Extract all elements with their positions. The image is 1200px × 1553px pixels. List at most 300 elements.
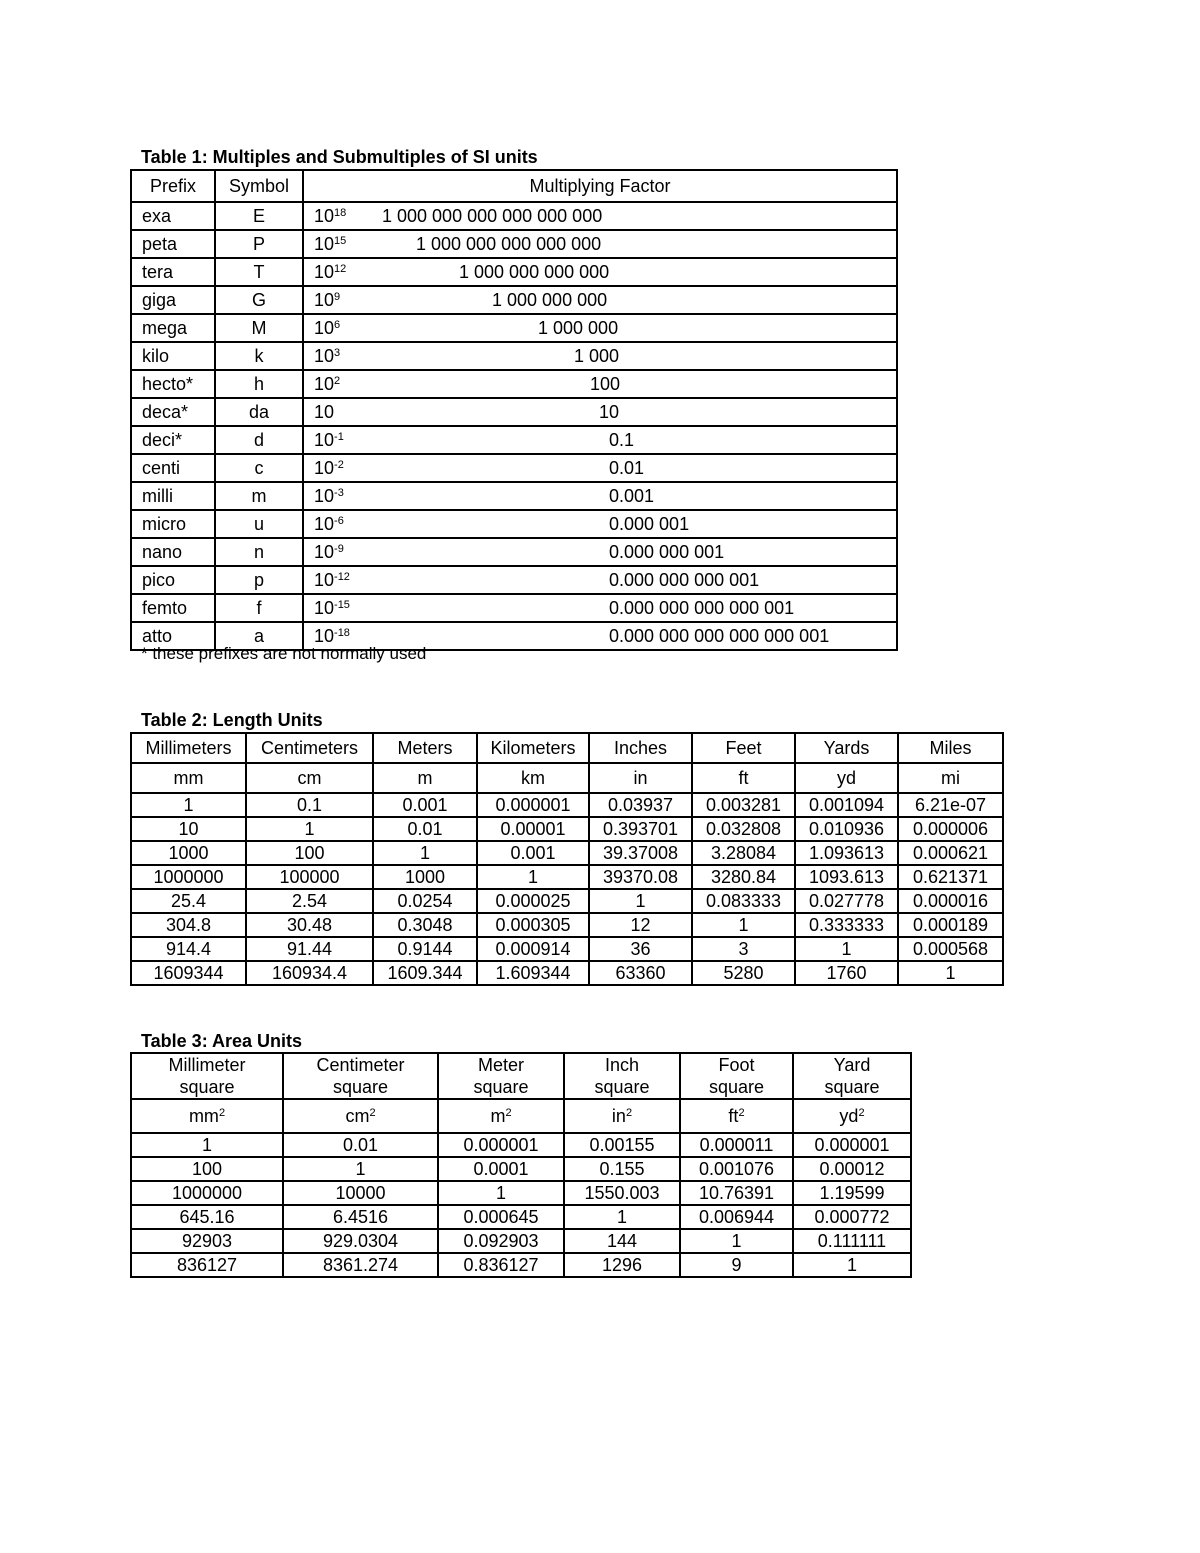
value-cell: 0.001: [373, 793, 477, 817]
decimal-value: 0.1: [609, 430, 635, 450]
factor-cell: [303, 482, 897, 510]
value-cell: 645.16: [131, 1205, 283, 1229]
value-cell: 0.621371: [898, 865, 1003, 889]
value-cell: 0.155: [564, 1157, 680, 1181]
prefix-cell: micro: [131, 510, 215, 538]
prefix-cell: pico: [131, 566, 215, 594]
table-row: [131, 482, 897, 510]
table-row: [131, 594, 897, 622]
header-line: Foot: [718, 1055, 755, 1075]
symbol-cell: E: [215, 202, 303, 230]
value-cell: 1093.613: [795, 865, 898, 889]
power-exponent: 18: [334, 207, 347, 219]
power-of-ten: [314, 231, 346, 257]
factor-cell: [303, 370, 897, 398]
unit-exponent: 2: [218, 1107, 226, 1119]
power-base: 10: [314, 430, 335, 450]
power-of-ten: [314, 371, 340, 397]
decimal-value: 1 000: [574, 346, 620, 366]
unit-cell: ft: [692, 763, 795, 793]
value-cell: 100000: [246, 865, 373, 889]
value-cell: 1760: [795, 961, 898, 985]
power-exponent: -6: [334, 515, 344, 527]
symbol-cell: d: [215, 426, 303, 454]
value-cell: 914.4: [131, 937, 246, 961]
power-exponent: 12: [334, 263, 347, 275]
symbol-cell: f: [215, 594, 303, 622]
value-cell: 0.9144: [373, 937, 477, 961]
value-cell: 3.28084: [692, 841, 795, 865]
decimal-value: 0.000 000 001: [609, 542, 725, 562]
value-cell: 1.609344: [477, 961, 589, 985]
power-of-ten: [314, 567, 350, 593]
power-of-ten: [314, 483, 344, 509]
value-cell: 0.001076: [680, 1157, 793, 1181]
unit-cell: mi: [898, 763, 1003, 793]
value-cell: 0.01: [283, 1133, 438, 1157]
table-row: [131, 865, 1003, 889]
unit-row: [131, 1099, 911, 1133]
decimal-value: 10: [599, 402, 620, 422]
value-cell: 1: [477, 865, 589, 889]
column-header: [680, 1053, 793, 1099]
header-row: [131, 733, 1003, 763]
prefix-cell: milli: [131, 482, 215, 510]
unit-row: [131, 763, 1003, 793]
table-row: [131, 1205, 911, 1229]
power-base: 10: [314, 290, 335, 310]
value-cell: 3: [692, 937, 795, 961]
prefix-cell: atto: [131, 622, 215, 650]
column-header: [564, 1053, 680, 1099]
factor-cell: [303, 202, 897, 230]
value-cell: 160934.4: [246, 961, 373, 985]
table-row: [131, 202, 897, 230]
symbol-cell: a: [215, 622, 303, 650]
power-of-ten: [314, 539, 344, 565]
power-of-ten: [314, 343, 340, 369]
power-of-ten: [314, 427, 344, 453]
unit-base: yd: [839, 1106, 859, 1126]
factor-cell: [303, 510, 897, 538]
prefix-cell: peta: [131, 230, 215, 258]
value-cell: 1000000: [131, 1181, 283, 1205]
header-prefix: Prefix: [131, 170, 215, 202]
value-cell: 3280.84: [692, 865, 795, 889]
prefix-cell: giga: [131, 286, 215, 314]
value-cell: 100: [131, 1157, 283, 1181]
column-header: Inches: [589, 733, 692, 763]
value-cell: 0.000189: [898, 913, 1003, 937]
power-exponent: -9: [334, 543, 344, 555]
value-cell: 1609.344: [373, 961, 477, 985]
value-cell: 1: [793, 1253, 911, 1277]
value-cell: 30.48: [246, 913, 373, 937]
symbol-cell: m: [215, 482, 303, 510]
value-cell: 10000: [283, 1181, 438, 1205]
value-cell: 1: [564, 1205, 680, 1229]
length-units-table: [130, 732, 1004, 986]
prefix-cell: nano: [131, 538, 215, 566]
value-cell: 1: [589, 889, 692, 913]
unit-cell: mm: [131, 763, 246, 793]
symbol-cell: G: [215, 286, 303, 314]
power-base: 10: [314, 514, 335, 534]
power-base: 10: [314, 346, 335, 366]
value-cell: 0.000001: [477, 793, 589, 817]
value-cell: 0.393701: [589, 817, 692, 841]
value-cell: 1000000: [131, 865, 246, 889]
table-row: [131, 426, 897, 454]
value-cell: 836127: [131, 1253, 283, 1277]
power-base: 10: [314, 206, 335, 226]
symbol-cell: p: [215, 566, 303, 594]
table-row: [131, 454, 897, 482]
header-line: square: [473, 1077, 529, 1097]
decimal-value: 0.000 000 000 000 001: [609, 598, 795, 618]
unit-exponent: 2: [858, 1107, 865, 1119]
value-cell: 0.000006: [898, 817, 1003, 841]
value-cell: 0.006944: [680, 1205, 793, 1229]
value-cell: 39.37008: [589, 841, 692, 865]
unit-base: mm: [188, 1106, 219, 1126]
decimal-value: 1 000 000 000 000 000: [416, 234, 602, 254]
value-cell: 0.0254: [373, 889, 477, 913]
header-symbol: Symbol: [215, 170, 303, 202]
value-cell: 0.00001: [477, 817, 589, 841]
unit-base: ft: [728, 1106, 739, 1126]
value-cell: 0.001094: [795, 793, 898, 817]
power-base: 10: [314, 318, 335, 338]
table1-footnote: * these prefixes are not normally used: [141, 644, 427, 663]
power-base: 10: [314, 570, 335, 590]
value-cell: 0.000621: [898, 841, 1003, 865]
decimal-value: 0.01: [609, 458, 645, 478]
value-cell: 1296: [564, 1253, 680, 1277]
prefix-cell: exa: [131, 202, 215, 230]
power-base: 10: [314, 402, 335, 422]
prefix-cell: mega: [131, 314, 215, 342]
value-cell: 0.000645: [438, 1205, 564, 1229]
table-row: [131, 1157, 911, 1181]
value-cell: 0.00155: [564, 1133, 680, 1157]
prefix-cell: hecto*: [131, 370, 215, 398]
table-row: [131, 538, 897, 566]
unit-exponent: 2: [369, 1107, 376, 1119]
factor-cell: [303, 426, 897, 454]
header-line: square: [708, 1077, 765, 1097]
unit-base: m: [490, 1106, 506, 1126]
value-cell: 0.010936: [795, 817, 898, 841]
column-header: [438, 1053, 564, 1099]
table-row: [131, 258, 897, 286]
value-cell: 0.083333: [692, 889, 795, 913]
table-row: [131, 230, 897, 258]
power-exponent: -15: [334, 599, 350, 611]
power-of-ten: [314, 399, 334, 425]
value-cell: 144: [564, 1229, 680, 1253]
value-cell: 304.8: [131, 913, 246, 937]
symbol-cell: h: [215, 370, 303, 398]
value-cell: 1: [898, 961, 1003, 985]
unit-base: in: [611, 1106, 626, 1126]
value-cell: 0.003281: [692, 793, 795, 817]
value-cell: 0.01: [373, 817, 477, 841]
factor-cell: [303, 594, 897, 622]
decimal-value: 0.000 000 000 000 000 001: [609, 626, 830, 646]
value-cell: 9: [680, 1253, 793, 1277]
value-cell: 0.000001: [793, 1133, 911, 1157]
table-row: [131, 961, 1003, 985]
factor-cell: [303, 538, 897, 566]
value-cell: 1609344: [131, 961, 246, 985]
value-cell: 0.3048: [373, 913, 477, 937]
header-line: square: [824, 1077, 880, 1097]
unit-base: cm: [345, 1106, 370, 1126]
unit-exponent: 2: [625, 1107, 633, 1119]
value-cell: 0.836127: [438, 1253, 564, 1277]
header-line: Yard: [833, 1055, 871, 1075]
value-cell: 0.000914: [477, 937, 589, 961]
value-cell: 25.4: [131, 889, 246, 913]
value-cell: 92903: [131, 1229, 283, 1253]
prefix-cell: femto: [131, 594, 215, 622]
symbol-cell: k: [215, 342, 303, 370]
column-header: Kilometers: [477, 733, 589, 763]
table-row: [131, 817, 1003, 841]
power-of-ten: [314, 259, 346, 285]
header-row: [131, 1053, 911, 1099]
table-row: [131, 510, 897, 538]
value-cell: 2.54: [246, 889, 373, 913]
value-cell: 0.000772: [793, 1205, 911, 1229]
value-cell: 0.0001: [438, 1157, 564, 1181]
column-header: [131, 1053, 283, 1099]
power-base: 10: [314, 458, 335, 478]
value-cell: 36: [589, 937, 692, 961]
factor-cell: [303, 342, 897, 370]
header-line: Meter: [477, 1055, 524, 1075]
table-row: [131, 1181, 911, 1205]
power-base: 10: [314, 262, 335, 282]
value-cell: 0.027778: [795, 889, 898, 913]
prefix-cell: centi: [131, 454, 215, 482]
value-cell: 8361.274: [283, 1253, 438, 1277]
power-of-ten: [314, 595, 350, 621]
unit-exponent: 2: [738, 1107, 745, 1119]
table-row: [131, 314, 897, 342]
power-exponent: 6: [334, 319, 341, 331]
value-cell: 929.0304: [283, 1229, 438, 1253]
factor-cell: [303, 230, 897, 258]
unit-cell: yd: [795, 763, 898, 793]
value-cell: 1: [680, 1229, 793, 1253]
value-cell: 0.000001: [438, 1133, 564, 1157]
value-cell: 1.093613: [795, 841, 898, 865]
factor-cell: [303, 454, 897, 482]
value-cell: 1: [438, 1181, 564, 1205]
value-cell: 1: [131, 793, 246, 817]
value-cell: 0.333333: [795, 913, 898, 937]
header-line: square: [332, 1077, 389, 1097]
power-base: 10: [314, 598, 335, 618]
value-cell: 1550.003: [564, 1181, 680, 1205]
power-exponent: 9: [334, 291, 341, 303]
value-cell: 6.4516: [283, 1205, 438, 1229]
table1-title: Table 1: Multiples and Submultiples of SI units: [141, 147, 538, 167]
value-cell: 0.092903: [438, 1229, 564, 1253]
table-row: [131, 566, 897, 594]
value-cell: 1: [283, 1157, 438, 1181]
table-row: [131, 1253, 911, 1277]
value-cell: 63360: [589, 961, 692, 985]
value-cell: 12: [589, 913, 692, 937]
value-cell: 6.21e-07: [898, 793, 1003, 817]
table-row: [131, 937, 1003, 961]
value-cell: 0.000011: [680, 1133, 793, 1157]
value-cell: 100: [246, 841, 373, 865]
unit-cell: [131, 1099, 283, 1133]
column-header: Yards: [795, 733, 898, 763]
header-line: square: [179, 1077, 235, 1097]
value-cell: 39370.08: [589, 865, 692, 889]
value-cell: 0.03937: [589, 793, 692, 817]
unit-cell: [564, 1099, 680, 1133]
value-cell: 0.000568: [898, 937, 1003, 961]
power-base: 10: [314, 234, 335, 254]
header-line: square: [594, 1077, 650, 1097]
power-base: 10: [314, 486, 335, 506]
unit-cell: [793, 1099, 911, 1133]
value-cell: 91.44: [246, 937, 373, 961]
value-cell: 5280: [692, 961, 795, 985]
header-line: Centimeter: [316, 1055, 405, 1075]
factor-cell: [303, 398, 897, 426]
column-header: [793, 1053, 911, 1099]
value-cell: 0.111111: [793, 1229, 911, 1253]
table-row: [131, 1229, 911, 1253]
factor-cell: [303, 258, 897, 286]
decimal-value: 1 000 000: [538, 318, 619, 338]
column-header: Feet: [692, 733, 795, 763]
power-base: 10: [314, 626, 335, 646]
symbol-cell: c: [215, 454, 303, 482]
value-cell: 0.000305: [477, 913, 589, 937]
decimal-value: 1 000 000 000 000 000 000: [382, 206, 603, 226]
decimal-value: 0.000 000 000 001: [609, 570, 760, 590]
power-exponent: 3: [334, 347, 341, 359]
prefix-cell: deci*: [131, 426, 215, 454]
power-of-ten: [314, 315, 340, 341]
unit-exponent: 2: [505, 1107, 512, 1119]
power-of-ten: [314, 511, 344, 537]
table2-title: Table 2: Length Units: [141, 710, 323, 730]
value-cell: 0.000016: [898, 889, 1003, 913]
table-row: [131, 889, 1003, 913]
table3-title: Table 3: Area Units: [141, 1031, 303, 1051]
power-base: 10: [314, 542, 335, 562]
factor-cell: [303, 314, 897, 342]
value-cell: 10: [131, 817, 246, 841]
symbol-cell: u: [215, 510, 303, 538]
value-cell: 1: [131, 1133, 283, 1157]
decimal-value: 100: [590, 374, 621, 394]
symbol-cell: T: [215, 258, 303, 286]
value-cell: 0.000025: [477, 889, 589, 913]
power-of-ten: [314, 287, 340, 313]
power-exponent: -3: [334, 487, 344, 499]
table-row: [131, 841, 1003, 865]
table-header-row: [131, 170, 897, 202]
prefix-cell: deca*: [131, 398, 215, 426]
header-multiplying-factor: Multiplying Factor: [303, 170, 897, 202]
symbol-cell: P: [215, 230, 303, 258]
unit-cell: km: [477, 763, 589, 793]
value-cell: 1.19599: [793, 1181, 911, 1205]
power-of-ten: [314, 455, 344, 481]
header-line: Inch: [604, 1055, 640, 1075]
unit-cell: [438, 1099, 564, 1133]
table-row: [131, 913, 1003, 937]
value-cell: 1: [373, 841, 477, 865]
table-row: [131, 342, 897, 370]
power-exponent: 15: [334, 235, 347, 247]
decimal-value: 0.000 001: [609, 514, 690, 534]
table-row: [131, 370, 897, 398]
value-cell: 0.001: [477, 841, 589, 865]
symbol-cell: da: [215, 398, 303, 426]
unit-cell: [680, 1099, 793, 1133]
table-row: [131, 1133, 911, 1157]
power-exponent: -12: [334, 571, 350, 583]
table-row: [131, 398, 897, 426]
value-cell: 10.76391: [680, 1181, 793, 1205]
unit-cell: in: [589, 763, 692, 793]
value-cell: 0.00012: [793, 1157, 911, 1181]
power-exponent: -18: [334, 627, 350, 639]
table-row: [131, 286, 897, 314]
unit-cell: cm: [246, 763, 373, 793]
si-prefix-table: [130, 169, 898, 651]
column-header: Centimeters: [246, 733, 373, 763]
column-header: Millimeters: [131, 733, 246, 763]
value-cell: 1: [795, 937, 898, 961]
table-row: [131, 793, 1003, 817]
value-cell: 1: [246, 817, 373, 841]
value-cell: 0.032808: [692, 817, 795, 841]
column-header: Miles: [898, 733, 1003, 763]
decimal-value: 1 000 000 000 000: [459, 262, 610, 282]
value-cell: 1: [692, 913, 795, 937]
power-exponent: -1: [334, 431, 344, 443]
value-cell: 1000: [131, 841, 246, 865]
decimal-value: 1 000 000 000: [492, 290, 608, 310]
unit-cell: [283, 1099, 438, 1133]
header-line: Millimeter: [168, 1055, 246, 1075]
power-exponent: 2: [334, 375, 341, 387]
value-cell: 0.1: [246, 793, 373, 817]
unit-cell: m: [373, 763, 477, 793]
factor-cell: [303, 286, 897, 314]
value-cell: 1000: [373, 865, 477, 889]
column-header: [283, 1053, 438, 1099]
decimal-value: 0.001: [609, 486, 655, 506]
symbol-cell: M: [215, 314, 303, 342]
factor-cell: [303, 566, 897, 594]
area-units-table: [130, 1052, 912, 1278]
power-exponent: -2: [334, 459, 344, 471]
prefix-cell: kilo: [131, 342, 215, 370]
